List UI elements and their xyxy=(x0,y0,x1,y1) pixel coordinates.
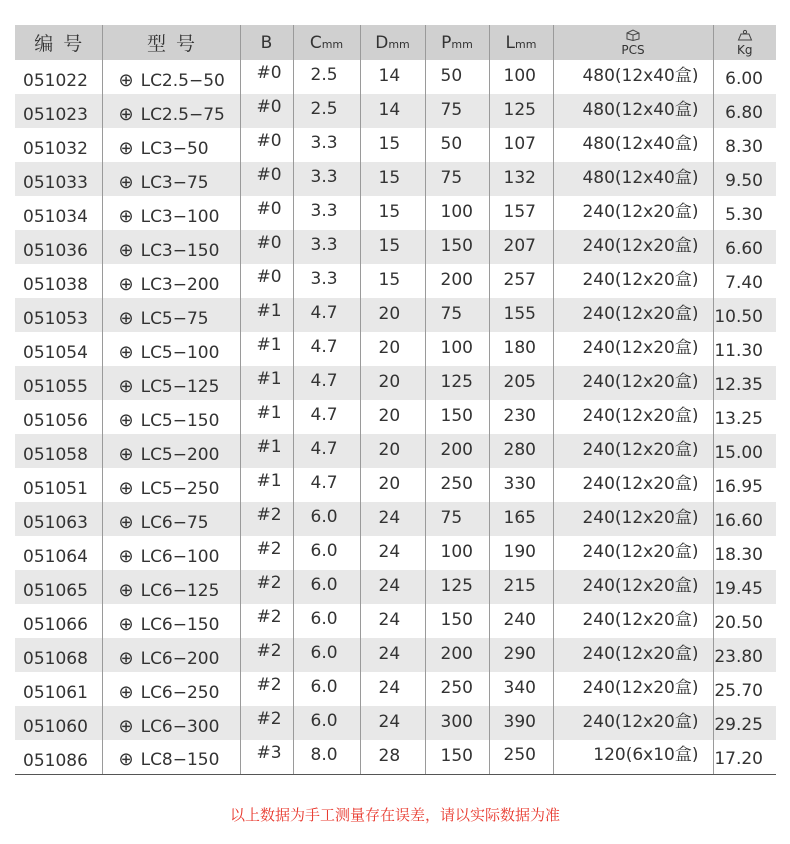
cell-l: 207 xyxy=(489,230,553,264)
cell-p: 75 xyxy=(425,162,489,196)
header-pcs-label: PCS xyxy=(621,43,645,57)
cell-pcs: 240(12x20盒) xyxy=(553,604,713,638)
cell-b: #2 xyxy=(240,638,293,672)
cell-kg: 5.30 xyxy=(725,205,763,225)
cell-b: #2 xyxy=(240,536,293,570)
cell-b: #0 xyxy=(240,162,293,196)
cell-l: 165 xyxy=(489,502,553,536)
cell-pcs: 240(12x20盒) xyxy=(553,332,713,366)
cell-c: 4.7 xyxy=(293,366,360,400)
model-text: LC3−100 xyxy=(140,206,220,227)
cell-b: #1 xyxy=(240,400,293,434)
cell-d: 14 xyxy=(360,60,425,94)
header-c xyxy=(293,25,360,60)
cell-kg: 7.40 xyxy=(725,273,763,293)
cell-kg: 6.00 xyxy=(725,69,763,89)
table-row xyxy=(15,196,776,230)
cell-code: 051064 xyxy=(15,536,102,570)
cell-b: #1 xyxy=(240,332,293,366)
cell-d: 15 xyxy=(360,230,425,264)
model-text: LC3−75 xyxy=(140,172,209,193)
phillips-cross-icon: ⊕ xyxy=(118,749,134,771)
cell-d: 20 xyxy=(360,298,425,332)
cell-l: 230 xyxy=(489,400,553,434)
phillips-cross-icon: ⊕ xyxy=(118,307,134,329)
phillips-cross-icon: ⊕ xyxy=(118,681,134,703)
cell-pcs: 240(12x20盒) xyxy=(553,570,713,604)
phillips-cross-icon: ⊕ xyxy=(118,477,134,499)
table-row xyxy=(15,536,776,570)
cell-model xyxy=(102,536,240,570)
cell-code: 051032 xyxy=(15,128,102,162)
table-row xyxy=(15,740,776,774)
header-l-unit: mm xyxy=(515,37,537,51)
cell-kg: 25.70 xyxy=(714,681,763,701)
cell-d: 20 xyxy=(360,366,425,400)
cell-c: 3.3 xyxy=(293,230,360,264)
cell-l: 157 xyxy=(489,196,553,230)
table-row xyxy=(15,230,776,264)
cell-d: 15 xyxy=(360,196,425,230)
cell-d: 24 xyxy=(360,672,425,706)
cell-code: 051051 xyxy=(15,468,102,502)
table-row xyxy=(15,366,776,400)
table-row xyxy=(15,94,776,128)
cell-kg: 8.30 xyxy=(725,137,763,157)
cell-model xyxy=(102,230,240,264)
cell-pcs: 240(12x20盒) xyxy=(553,638,713,672)
cell-pcs: 240(12x20盒) xyxy=(553,706,713,740)
cell-model xyxy=(102,298,240,332)
cell-pcs: 240(12x20盒) xyxy=(553,298,713,332)
cell-code: 051063 xyxy=(15,502,102,536)
cell-code: 051036 xyxy=(15,230,102,264)
cell-kg: 17.20 xyxy=(713,740,776,774)
cell-c: 6.0 xyxy=(293,672,360,706)
cell-b: #2 xyxy=(240,706,293,740)
cell-code: 051054 xyxy=(15,332,102,366)
cell-c: 6.0 xyxy=(293,502,360,536)
cell-model xyxy=(102,570,240,604)
cell-d: 24 xyxy=(360,570,425,604)
cell-b: #1 xyxy=(240,434,293,468)
cell-c: 4.7 xyxy=(293,332,360,366)
table-row xyxy=(15,502,776,536)
cell-c: 3.3 xyxy=(293,264,360,298)
cell-c: 3.3 xyxy=(293,162,360,196)
model-text: LC6−125 xyxy=(140,580,220,601)
model-text: LC2.5−50 xyxy=(140,70,225,91)
cell-d: 15 xyxy=(360,264,425,298)
model-text: LC3−200 xyxy=(140,274,220,295)
header-code: 编号 xyxy=(15,25,102,60)
cell-p: 100 xyxy=(425,536,489,570)
cell-l: 280 xyxy=(489,434,553,468)
header-b: B xyxy=(240,25,293,60)
cell-c: 4.7 xyxy=(293,400,360,434)
cell-b: #1 xyxy=(240,298,293,332)
cell-l: 240 xyxy=(489,604,553,638)
cell-model xyxy=(102,128,240,162)
cell-c: 4.7 xyxy=(293,468,360,502)
model-text: LC5−100 xyxy=(140,342,220,363)
cell-p: 50 xyxy=(425,60,489,94)
cell-code: 051086 xyxy=(15,740,102,774)
table-row xyxy=(15,434,776,468)
model-text: LC6−200 xyxy=(140,648,220,669)
table-row xyxy=(15,638,776,672)
cell-l: 390 xyxy=(489,706,553,740)
cell-c: 2.5 xyxy=(293,60,360,94)
cell-p: 200 xyxy=(425,264,489,298)
cell-p: 50 xyxy=(425,128,489,162)
cell-c: 3.3 xyxy=(293,196,360,230)
cell-p: 150 xyxy=(425,400,489,434)
cell-pcs: 240(12x20盒) xyxy=(553,196,713,230)
cell-pcs: 480(12x40盒) xyxy=(553,128,713,162)
cell-pcs: 240(12x20盒) xyxy=(553,366,713,400)
cell-code: 051058 xyxy=(15,434,102,468)
table-row xyxy=(15,570,776,604)
table-row xyxy=(15,162,776,196)
phillips-cross-icon: ⊕ xyxy=(118,647,134,669)
cell-model xyxy=(102,434,240,468)
phillips-cross-icon: ⊕ xyxy=(118,103,134,125)
cell-b: #2 xyxy=(240,604,293,638)
cell-d: 15 xyxy=(360,128,425,162)
cell-l: 180 xyxy=(489,332,553,366)
model-text: LC5−75 xyxy=(140,308,209,329)
cell-d: 24 xyxy=(360,706,425,740)
table-row xyxy=(15,298,776,332)
cell-d: 20 xyxy=(360,332,425,366)
cell-pcs: 240(12x20盒) xyxy=(553,264,713,298)
cell-d: 15 xyxy=(360,162,425,196)
table-row xyxy=(15,706,776,740)
cell-code: 051065 xyxy=(15,570,102,604)
header-p-unit: mm xyxy=(451,37,473,51)
cell-b: #0 xyxy=(240,128,293,162)
cell-code: 051061 xyxy=(15,672,102,706)
cell-p: 125 xyxy=(425,570,489,604)
cell-model xyxy=(102,638,240,672)
model-text: LC3−150 xyxy=(140,240,220,261)
phillips-cross-icon: ⊕ xyxy=(118,205,134,227)
phillips-cross-icon: ⊕ xyxy=(118,409,134,431)
cell-model xyxy=(102,468,240,502)
table-row xyxy=(15,332,776,366)
phillips-cross-icon: ⊕ xyxy=(118,443,134,465)
cell-code: 051056 xyxy=(15,400,102,434)
cell-l: 100 xyxy=(489,60,553,94)
cell-b: #0 xyxy=(240,60,293,94)
cell-d: 24 xyxy=(360,604,425,638)
cell-l: 250 xyxy=(489,740,553,774)
cell-d: 24 xyxy=(360,638,425,672)
cell-model xyxy=(102,60,240,94)
cell-p: 150 xyxy=(425,604,489,638)
cell-p: 75 xyxy=(425,298,489,332)
cell-code: 051034 xyxy=(15,196,102,230)
phillips-cross-icon: ⊕ xyxy=(118,613,134,635)
cell-pcs: 120(6x10盒) xyxy=(553,740,713,774)
cell-model xyxy=(102,604,240,638)
header-row xyxy=(15,25,776,60)
box-icon xyxy=(554,29,713,43)
cell-code: 051066 xyxy=(15,604,102,638)
cell-d: 14 xyxy=(360,94,425,128)
cell-pcs: 480(12x40盒) xyxy=(553,162,713,196)
cell-b: #2 xyxy=(240,502,293,536)
cell-d: 28 xyxy=(360,740,425,774)
cell-c: 4.7 xyxy=(293,434,360,468)
cell-c: 3.3 xyxy=(293,128,360,162)
cell-p: 200 xyxy=(425,434,489,468)
cell-p: 250 xyxy=(425,468,489,502)
cell-l: 190 xyxy=(489,536,553,570)
cell-d: 24 xyxy=(360,536,425,570)
phillips-cross-icon: ⊕ xyxy=(118,239,134,261)
cell-p: 150 xyxy=(425,740,489,774)
cell-l: 155 xyxy=(489,298,553,332)
cell-b: #2 xyxy=(240,570,293,604)
cell-kg: 18.30 xyxy=(714,545,763,565)
cell-c: 8.0 xyxy=(293,740,360,774)
model-text: LC6−300 xyxy=(140,716,220,737)
cell-b: #1 xyxy=(240,366,293,400)
table-row xyxy=(15,128,776,162)
cell-p: 125 xyxy=(425,366,489,400)
cell-pcs: 240(12x20盒) xyxy=(553,434,713,468)
cell-d: 20 xyxy=(360,468,425,502)
cell-c: 2.5 xyxy=(293,94,360,128)
cell-c: 6.0 xyxy=(293,638,360,672)
cell-c: 6.0 xyxy=(293,536,360,570)
cell-kg: 29.25 xyxy=(713,706,776,740)
phillips-cross-icon: ⊕ xyxy=(118,579,134,601)
cell-kg: 20.50 xyxy=(714,613,763,633)
phillips-cross-icon: ⊕ xyxy=(118,137,134,159)
model-text: LC6−75 xyxy=(140,512,209,533)
cell-pcs: 240(12x20盒) xyxy=(553,672,713,706)
cell-code: 051060 xyxy=(15,706,102,740)
cell-kg: 16.60 xyxy=(713,502,776,536)
cell-l: 132 xyxy=(489,162,553,196)
phillips-cross-icon: ⊕ xyxy=(118,341,134,363)
cell-kg: 10.50 xyxy=(713,298,776,332)
cell-pcs: 240(12x20盒) xyxy=(553,230,713,264)
header-p xyxy=(425,25,489,60)
cell-l: 205 xyxy=(489,366,553,400)
cell-p: 300 xyxy=(425,706,489,740)
phillips-cross-icon: ⊕ xyxy=(118,171,134,193)
cell-pcs: 240(12x20盒) xyxy=(553,468,713,502)
cell-pcs: 480(12x40盒) xyxy=(553,60,713,94)
cell-c: 6.0 xyxy=(293,570,360,604)
header-d xyxy=(360,25,425,60)
cell-model xyxy=(102,94,240,128)
cell-b: #3 xyxy=(240,740,293,774)
cell-pcs: 480(12x40盒) xyxy=(553,94,713,128)
cell-kg: 6.80 xyxy=(713,94,776,128)
model-text: LC6−100 xyxy=(140,546,220,567)
phillips-cross-icon: ⊕ xyxy=(118,545,134,567)
cell-model xyxy=(102,264,240,298)
model-text: LC3−50 xyxy=(140,138,209,159)
cell-c: 6.0 xyxy=(293,604,360,638)
cell-model xyxy=(102,740,240,774)
phillips-cross-icon: ⊕ xyxy=(118,715,134,737)
model-text: LC5−125 xyxy=(140,376,220,397)
cell-b: #0 xyxy=(240,196,293,230)
cell-p: 100 xyxy=(425,196,489,230)
header-d-unit: mm xyxy=(388,37,410,51)
header-l xyxy=(489,25,553,60)
weight-icon xyxy=(714,29,777,43)
cell-kg: 9.50 xyxy=(713,162,776,196)
model-text: LC5−250 xyxy=(140,478,220,499)
cell-l: 215 xyxy=(489,570,553,604)
header-kg xyxy=(713,25,776,60)
model-text: LC8−150 xyxy=(140,750,220,771)
table-row xyxy=(15,672,776,706)
cell-p: 250 xyxy=(425,672,489,706)
header-l-letter: L xyxy=(505,32,516,53)
cell-code: 051033 xyxy=(15,162,102,196)
cell-b: #0 xyxy=(240,94,293,128)
cell-kg: 23.80 xyxy=(713,638,776,672)
cell-kg: 11.30 xyxy=(714,341,763,361)
cell-code: 051053 xyxy=(15,298,102,332)
cell-model xyxy=(102,400,240,434)
footnote: 以上数据为手工测量存在误差，请以实际数据为准 xyxy=(229,806,560,824)
header-c-letter: C xyxy=(309,32,322,53)
header-pcs xyxy=(553,25,713,60)
cell-p: 75 xyxy=(425,94,489,128)
cell-pcs: 240(12x20盒) xyxy=(553,400,713,434)
cell-kg: 19.45 xyxy=(713,570,776,604)
cell-kg: 16.95 xyxy=(714,477,763,497)
table-row xyxy=(15,60,776,94)
cell-l: 125 xyxy=(489,94,553,128)
cell-p: 150 xyxy=(425,230,489,264)
cell-model xyxy=(102,332,240,366)
phillips-cross-icon: ⊕ xyxy=(118,511,134,533)
cell-code: 051038 xyxy=(15,264,102,298)
cell-p: 100 xyxy=(425,332,489,366)
cell-code: 051055 xyxy=(15,366,102,400)
cell-c: 4.7 xyxy=(293,298,360,332)
header-c-unit: mm xyxy=(321,37,344,51)
header-kg-label: Kg xyxy=(737,43,753,57)
phillips-cross-icon: ⊕ xyxy=(118,69,134,91)
cell-pcs: 240(12x20盒) xyxy=(553,502,713,536)
cell-b: #0 xyxy=(240,230,293,264)
cell-p: 75 xyxy=(425,502,489,536)
cell-kg: 6.60 xyxy=(713,230,776,264)
cell-d: 24 xyxy=(360,502,425,536)
cell-model xyxy=(102,706,240,740)
cell-model xyxy=(102,162,240,196)
spec-table xyxy=(15,25,776,775)
cell-code: 051068 xyxy=(15,638,102,672)
cell-b: #2 xyxy=(240,672,293,706)
model-text: LC2.5−75 xyxy=(140,104,225,125)
table-row xyxy=(15,400,776,434)
cell-d: 20 xyxy=(360,400,425,434)
cell-model xyxy=(102,672,240,706)
cell-kg: 13.25 xyxy=(714,409,763,429)
cell-l: 330 xyxy=(489,468,553,502)
cell-model xyxy=(102,196,240,230)
phillips-cross-icon: ⊕ xyxy=(118,375,134,397)
cell-c: 6.0 xyxy=(293,706,360,740)
cell-l: 290 xyxy=(489,638,553,672)
cell-code: 051022 xyxy=(15,60,102,94)
header-d-letter: D xyxy=(375,32,389,53)
cell-l: 257 xyxy=(489,264,553,298)
model-text: LC6−250 xyxy=(140,682,220,703)
cell-b: #0 xyxy=(240,264,293,298)
cell-p: 200 xyxy=(425,638,489,672)
cell-model xyxy=(102,366,240,400)
cell-kg: 15.00 xyxy=(713,434,776,468)
model-text: LC5−150 xyxy=(140,410,220,431)
model-text: LC5−200 xyxy=(140,444,220,465)
header-model: 型号 xyxy=(102,25,240,60)
cell-b: #1 xyxy=(240,468,293,502)
cell-l: 107 xyxy=(489,128,553,162)
table-row xyxy=(15,604,776,638)
cell-l: 340 xyxy=(489,672,553,706)
header-p-letter: P xyxy=(441,32,452,53)
cell-model xyxy=(102,502,240,536)
phillips-cross-icon: ⊕ xyxy=(118,273,134,295)
cell-d: 20 xyxy=(360,434,425,468)
cell-code: 051023 xyxy=(15,94,102,128)
cell-kg: 12.35 xyxy=(713,366,776,400)
model-text: LC6−150 xyxy=(140,614,220,635)
cell-pcs: 240(12x20盒) xyxy=(553,536,713,570)
table-row xyxy=(15,264,776,298)
table-row xyxy=(15,468,776,502)
